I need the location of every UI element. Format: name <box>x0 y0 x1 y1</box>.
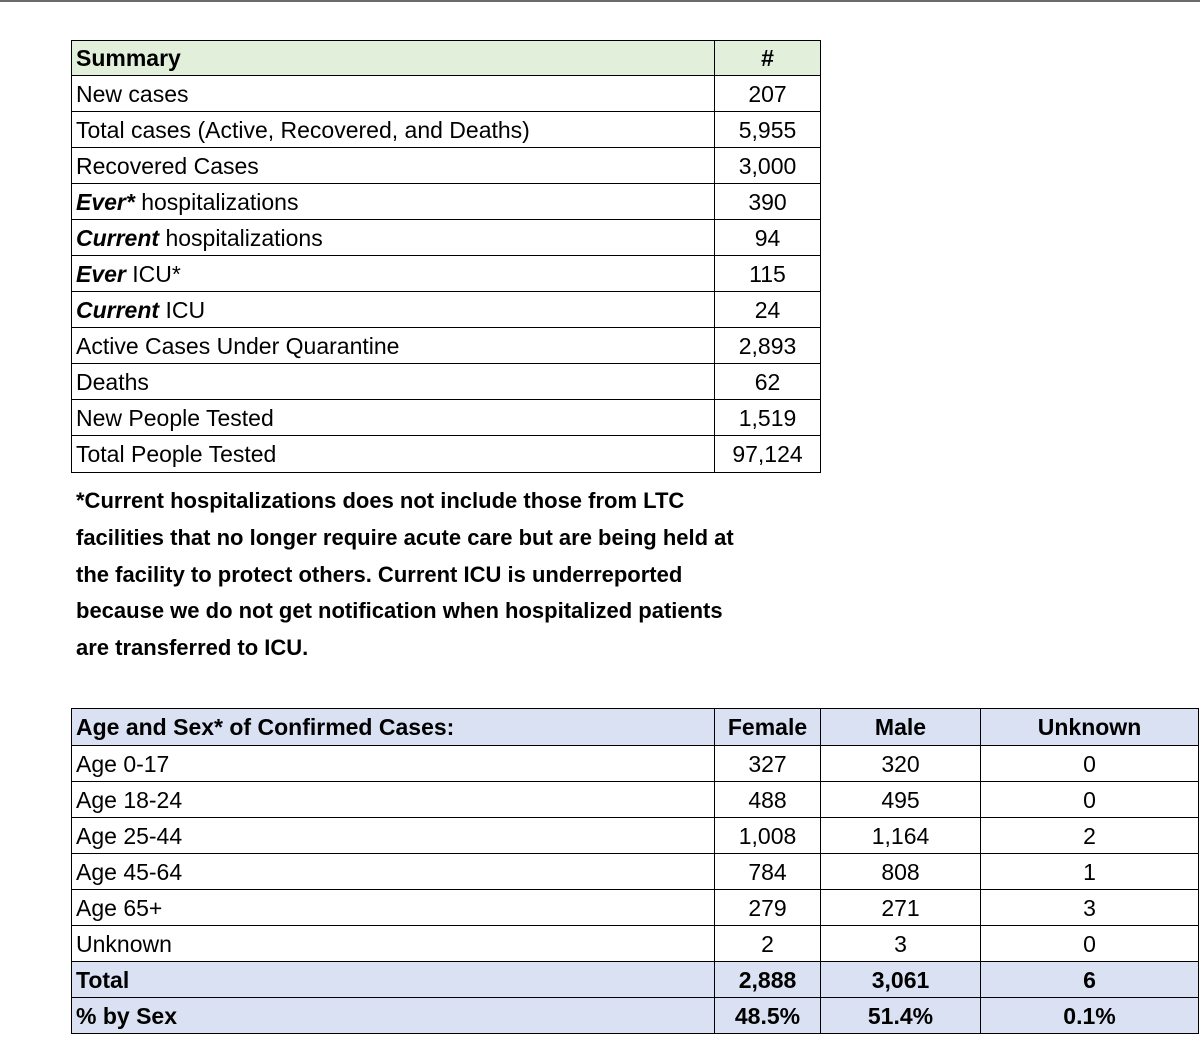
age-group-label: Age 25-44 <box>72 818 715 854</box>
summary-row-emphasis: Current <box>76 296 160 323</box>
summary-row-emphasis: Current <box>76 224 160 251</box>
female-total: 2,888 <box>715 962 821 998</box>
summary-row-value: 390 <box>715 184 821 220</box>
summary-row-label <box>72 184 715 220</box>
summary-row-label <box>72 364 715 400</box>
male-column-header: Male <box>821 709 981 746</box>
summary-row-text: ICU* <box>125 260 181 287</box>
footnote-line: *Current hospitalizations does not include those from LTC <box>76 488 685 513</box>
summary-row-label <box>72 292 715 328</box>
unknown-count: 2 <box>981 818 1199 854</box>
summary-row-value: 24 <box>715 292 821 328</box>
summary-row-text: Recovered Cases <box>76 152 259 179</box>
total-row <box>72 962 1199 998</box>
summary-row-label <box>72 220 715 256</box>
female-count: 488 <box>715 782 821 818</box>
age-sex-row <box>72 854 1199 890</box>
female-column-header: Female <box>715 709 821 746</box>
unknown-percent: 0.1% <box>981 998 1199 1034</box>
unknown-count: 0 <box>981 926 1199 962</box>
summary-row-emphasis: Ever* <box>76 188 135 215</box>
summary-row-value: 2,893 <box>715 328 821 364</box>
summary-row <box>72 364 821 400</box>
summary-row-label <box>72 112 715 148</box>
summary-row <box>72 400 821 436</box>
male-count: 1,164 <box>821 818 981 854</box>
footnote-line: facilities that no longer require acute care but are being held at <box>76 524 734 550</box>
summary-header-count: # <box>715 41 821 76</box>
summary-row-text: hospitalizations <box>134 188 299 215</box>
age-group-label: Age 45-64 <box>72 854 715 890</box>
summary-row <box>72 328 821 364</box>
summary-row-emphasis: Ever <box>76 260 126 287</box>
male-count: 271 <box>821 890 981 926</box>
female-count: 1,008 <box>715 818 821 854</box>
summary-row-value: 97,124 <box>715 436 821 473</box>
summary-row-label <box>72 148 715 184</box>
summary-row-text: hospitalizations <box>159 224 323 251</box>
summary-header-label: Summary <box>72 41 715 76</box>
age-sex-table <box>71 708 1199 1034</box>
footnote-line: are transferred to ICU. <box>76 635 309 661</box>
summary-row-label <box>72 256 715 292</box>
age-sex-header-row <box>72 709 1199 746</box>
summary-row-value: 1,519 <box>715 400 821 436</box>
summary-row <box>72 256 821 292</box>
male-count: 495 <box>821 782 981 818</box>
summary-row-value: 207 <box>715 76 821 112</box>
unknown-total: 6 <box>981 962 1199 998</box>
male-count: 808 <box>821 854 981 890</box>
summary-row <box>72 148 821 184</box>
female-count: 2 <box>715 926 821 962</box>
summary-row-text: Deaths <box>76 368 149 395</box>
age-group-label: Age 18-24 <box>72 782 715 818</box>
summary-row-text: Total People Tested <box>76 441 277 467</box>
top-border-line <box>0 0 1200 2</box>
summary-row <box>72 436 821 473</box>
summary-row-label <box>72 76 715 112</box>
footnote <box>76 483 836 667</box>
percent-by-sex-row <box>72 998 1199 1034</box>
unknown-column-header: Unknown <box>981 709 1199 746</box>
age-sex-row <box>72 746 1199 782</box>
female-percent: 48.5% <box>715 998 821 1034</box>
age-group-label: Age 65+ <box>72 890 715 926</box>
female-count: 784 <box>715 854 821 890</box>
male-total: 3,061 <box>821 962 981 998</box>
unknown-count: 0 <box>981 746 1199 782</box>
age-group-label: Unknown <box>72 926 715 962</box>
summary-row-label <box>72 400 715 436</box>
age-group-label: Age 0-17 <box>72 746 715 782</box>
summary-row-text: Active Cases Under Quarantine <box>76 332 400 359</box>
summary-row-value: 115 <box>715 256 821 292</box>
summary-row-value: 62 <box>715 364 821 400</box>
summary-row-text: New People Tested <box>76 404 274 431</box>
age-sex-row <box>72 818 1199 854</box>
summary-row-text: New cases <box>76 80 189 107</box>
summary-row-value: 3,000 <box>715 148 821 184</box>
unknown-count: 1 <box>981 854 1199 890</box>
age-sex-header-label: Age and Sex* of Confirmed Cases: <box>72 709 715 746</box>
footnote-line: because we do not get notification when hospitalized patients <box>76 598 723 624</box>
summary-table <box>71 40 821 473</box>
age-sex-row <box>72 890 1199 926</box>
male-count: 3 <box>821 926 981 962</box>
summary-row <box>72 220 821 256</box>
male-count: 320 <box>821 746 981 782</box>
age-sex-row <box>72 926 1199 962</box>
summary-row <box>72 184 821 220</box>
summary-row-value: 94 <box>715 220 821 256</box>
summary-row <box>72 76 821 112</box>
percent-label: % by Sex <box>72 998 715 1034</box>
male-percent: 51.4% <box>821 998 981 1034</box>
summary-row-label <box>72 328 715 364</box>
summary-header-row <box>72 41 821 76</box>
summary-row-value: 5,955 <box>715 112 821 148</box>
summary-row-text: Total cases (Active, Recovered, and Deaths) <box>76 116 530 143</box>
total-label: Total <box>72 962 715 998</box>
footnote-line: the facility to protect others. Current ICU is underreported <box>76 561 683 587</box>
summary-row-text: ICU <box>159 296 206 323</box>
summary-row-label <box>72 436 715 473</box>
unknown-count: 0 <box>981 782 1199 818</box>
age-sex-row <box>72 782 1199 818</box>
summary-row <box>72 112 821 148</box>
female-count: 279 <box>715 890 821 926</box>
unknown-count: 3 <box>981 890 1199 926</box>
female-count: 327 <box>715 746 821 782</box>
summary-row <box>72 292 821 328</box>
